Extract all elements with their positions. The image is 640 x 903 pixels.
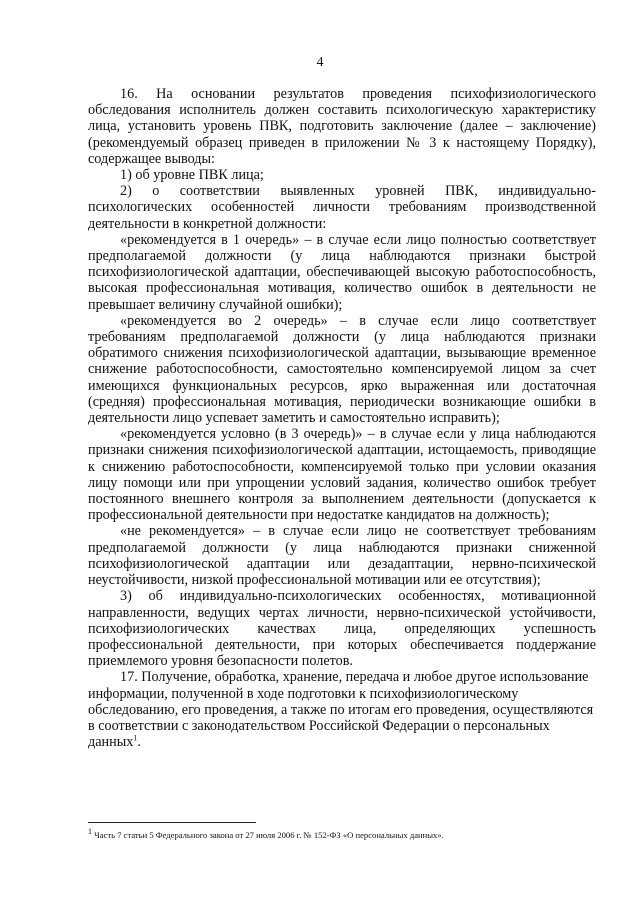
- footnote-marker: 1: [88, 827, 92, 837]
- recommendation-not-recommended: «не рекомендуется» – в случае если лицо не соответствует требованиям предполагаемой должности (у лица наблюдаются признаки сниженной психофизиологической адаптации или дезадаптации, нервно-психической неустойчивости, низкой профессиональной мотивации или ее отсутствия);: [88, 523, 596, 589]
- conclusion-item-2: 2) о соответствии выявленных уровней ПВК, индивидуально-психологических особенностей личности требованиям производственной деятельности в конкретной должности:: [88, 183, 596, 232]
- footnote-text: Часть 7 статьи 5 Федерального закона от 27 июля 2006 г. № 152-ФЗ «О персональных данных».: [94, 830, 444, 840]
- document-body: [88, 86, 596, 750]
- conclusion-item-1: 1) об уровне ПВК лица;: [120, 167, 264, 184]
- paragraph-17-text: 17. Получение, обработка, хранение, передача и любое другое использование информации, полученной в ходе подготовки к психофизиологическому обследованию, его проведения, а также по итогам его проведения, осуществляются в соответствии с законодательством Российской Федерации о персональных данных: [88, 669, 594, 751]
- conclusion-item-3: 3) об индивидуально-психологических особенностях, мотивационной направленности, ведущих чертах личности, нервно-психической устойчивости, психофизиологических качествах лица, определяющих успешность профессиональной деятельности, при которых обеспечивается поддержание приемлемого уровня безопасности полетов.: [88, 588, 596, 670]
- footnote: [88, 827, 596, 841]
- recommendation-second-priority: «рекомендуется во 2 очередь» – в случае если лицо соответствует требованиям предполагаемой должности (у лица наблюдаются признаки обратимого снижения психофизиологической адаптации, вызывающие временное снижение работоспособности, самостоятельно компенсируемой лицом за счет имеющихся функциональных ресурсов, ярко выраженная или достаточная (средняя) профессиональная мотивация, периодически возникающие ошибки в деятельности лицо успевает заметить и самостоятельно исправить);: [88, 312, 596, 427]
- footnote-separator: [88, 822, 256, 823]
- paragraph-17: 17. Получение, обработка, хранение, передача и любое другое использование информации, полученной в ходе подготовки к психофизиологическому обследованию, его проведения, а также по итогам его проведения, осуществляются в соответствии с законодательством Российской Федерации о персональных данных$^1$.: [88, 669, 594, 751]
- page-number: 4: [316, 55, 324, 70]
- recommendation-conditional: «рекомендуется условно (в 3 очередь)» – в случае если у лица наблюдаются признаки снижения психофизиологической адаптации, истощаемость, приводящие к снижению работоспособности, компенсируемой только при условии оказания лицу помощи или при упрощении условий задания, количество ошибок требует постоянного внешнего контроля за выполнением деятельности (допускается к профессиональной деятельности при недостатке кандидатов на должность);: [88, 426, 596, 524]
- paragraph-16: 16. На основании результатов проведения психофизиологического обследования исполнитель должен составить психологическую характеристику лица, установить уровень ПВК, подготовить заключение (далее – заключение) (рекомендуемый образец приведен в приложении № 3 к настоящему Порядку), содержащее выводы:: [88, 86, 596, 167]
- recommendation-first-priority: «рекомендуется в 1 очередь» – в случае если лицо полностью соответствует предполагаемой должности (у лица наблюдаются признаки быстрой психофизиологической адаптации, обеспечивающей высокую работоспособность, высокая профессиональная мотивация, количество ошибок в деятельности не превышает величину случайной ошибки);: [88, 231, 596, 313]
- footnote-reference: 1: [133, 733, 138, 743]
